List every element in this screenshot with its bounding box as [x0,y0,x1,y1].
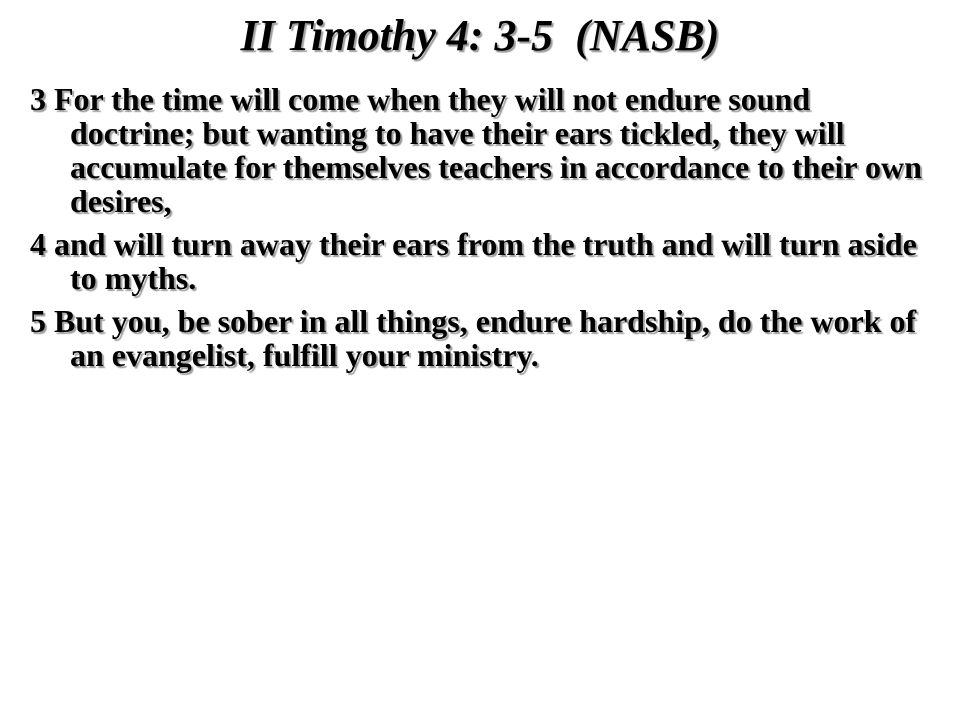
slide-title: II Timothy 4: 3-5 (NASB) [240,11,720,60]
verse-4: 4 and will turn away their ears from the truth and will turn aside to myths. [30,226,917,296]
verse-3: 3 For the time will come when they will not endure sound doctrine; but wanting to have their ears tickled, they will accumulate for themselves teachers in accordance to their own desires, [30,81,922,219]
verse-5: 5 But you, be sober in all things, endure hardship, do the work of an evangelist, fulfill your ministry. [30,303,917,373]
verse-list [30,82,940,381]
